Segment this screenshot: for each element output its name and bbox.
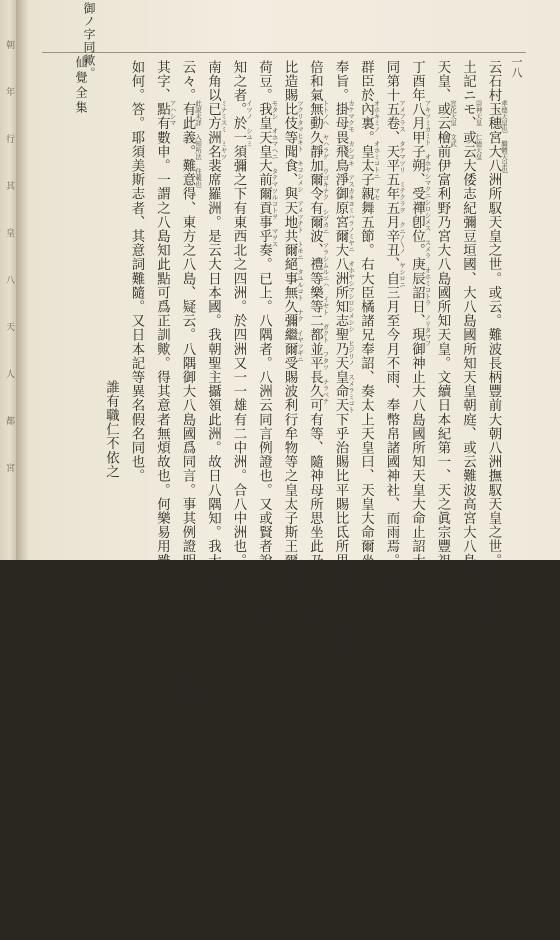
- text-column: [358, 60, 381, 620]
- page-number: 一八: [510, 56, 523, 78]
- text-column: [104, 380, 117, 940]
- text-area: [40, 0, 530, 723]
- text-column: [384, 60, 406, 620]
- text-column: [205, 60, 228, 620]
- column-annotation: トトノヘ ヤハラゲ ウゴキナク シヅカニ アラシムルニハ イヤト ガクト フタツ ナラベテ: [321, 100, 330, 405]
- left-page-glyph: 天: [4, 322, 14, 331]
- left-page-glyph: 人: [4, 369, 14, 378]
- text-column: [130, 60, 143, 620]
- left-page-glyph: 皇: [4, 228, 14, 237]
- column-main-text: 其字、點有數申。一謂之八島知此點可爲正訓歟。得其意者無煩故也。何樂易用雖乎: [154, 60, 170, 582]
- left-page-glyphs: [3, 40, 13, 510]
- column-main-text: 天皇、或云檜前伊富利野乃宮大八島國所知天皇。文續日本紀第一、天之眞宗豐祖父天皇、: [435, 60, 450, 624]
- column-annotation: イツノ シユミ: [245, 100, 253, 147]
- left-page-glyph: 其: [4, 181, 14, 190]
- text-column: [154, 60, 177, 620]
- text-column: [307, 60, 330, 624]
- text-column: [435, 60, 457, 624]
- left-page-glyph: 宮: [4, 463, 14, 472]
- text-column: [409, 60, 432, 639]
- column-main-text: 奉旨。掛母畏飛鳥淨御原宮爾大八洲所知志聖乃天皇命天下乎治賜比平賜比氐所思坐久上下乎齊: [333, 60, 348, 653]
- column-annotation: オホキミノ オホミコトニ マセ: [372, 100, 381, 201]
- column-main-text: 倍和氣無動久靜加爾令有爾波、禮等樂等二都並平長久可有等、隨神母所思坐此乃舞乎始賜: [307, 60, 323, 624]
- left-page-glyph: 朝: [4, 40, 14, 49]
- column-annotation: 宣化天皇 文武: [449, 100, 457, 147]
- column-annotation: ミナミスミ ミヤツ: [219, 100, 228, 160]
- column-annotation: モタシ オホマヘニ タテマツルコトヲ マヲス: [270, 100, 279, 248]
- column-annotation: カケマクモ カシコキ アスカキヨミハラノミヤニ オホヤシマシロシメシシ ヒジリノ スメラミコト: [347, 100, 355, 413]
- text-column: [333, 60, 355, 653]
- column-main-text: 南角以已方洲名裴席羅洲。是云大日本國。我朝聖主攝領此洲。故日八隅知。我大王也: [205, 60, 221, 596]
- text-column: [256, 60, 279, 624]
- column-main-text: 知之者。於一須彌之下有東西北之四洲。於四洲又一一雄有二中洲。合八中洲也。其東: [231, 60, 246, 596]
- text-column: [180, 60, 202, 723]
- running-head: 仙覺全集: [74, 56, 88, 116]
- column-main-text: 云々。有此義。難意得、東方之八島、疑云。八隅御大八島國爲同言。事其例證明之事已畢。今者八隅知之: [180, 60, 195, 723]
- column-main-text: 土記ニモ、或云大倭志紀彌豆垣國、大八島國所知天皇朝庭、或云難波高宮大八島國所知: [460, 60, 476, 610]
- left-page-glyph: 年: [4, 87, 14, 96]
- column-annotation: アキツミカミト オホヤシマクニシロシメス スメラ オホミコトラ ノリタマフ: [423, 100, 432, 347]
- text-column: [231, 60, 253, 620]
- column-annotation: ツクリタマヒキト キコシメシ アメツチト トモニ タユルコト ナク イヤツギニ: [296, 100, 304, 363]
- column-annotation: 此說未詳 入知所法 住載也: [194, 100, 202, 188]
- text-column: [460, 60, 483, 620]
- column-main-text: 云石村玉穗宮大八洲所馭天皇之世。或云。難波長柄豐前大朝八洲撫馭天皇之世。阿波國風: [486, 60, 501, 624]
- text-column: [486, 60, 508, 624]
- previous-page-tail: 御ノ字同歟。: [82, 2, 96, 80]
- column-annotation: アメフラス タテマツリ ミテクラヲ クニ〳〵ノ ヤシロニ: [398, 100, 406, 288]
- column-main-text: 丁酉年八月甲子朔、受禪卽位。庚辰詔日、現御神止大八島國所知天皇大命止詔大命乎云々。: [409, 60, 425, 639]
- column-main-text: 同第十五卷、天平五年五月辛丑、自三月至今月不雨、奉幣帛諸國神社、而雨焉。癸卯、: [384, 60, 399, 610]
- text-column: [282, 60, 304, 639]
- column-main-text: 如何。答。耶須美斯志者、其意詞難隨。又日本記等異名假名同也。: [129, 60, 144, 483]
- column-main-text: 荷豆。我皇天皇大前爾貢事乎奏。已上。八隅者。八洲云同言例證也。又或賢者說云。八隅: [256, 60, 272, 624]
- column-annotation: 孝德天皇也 繼體天皇也: [500, 100, 508, 173]
- column-main-text: 比造賜比伎等聞食、與天地共爾絕事無久彌繼爾受賜波利行牟物等之皇太子斯王爾學志、頂令: [282, 60, 297, 639]
- column-annotation: アハシマ: [168, 100, 177, 126]
- column-main-text: 誰有職仁不依之: [103, 380, 119, 479]
- left-page-glyph: 八: [4, 275, 14, 284]
- column-main-text: 群臣於內裏。皇太子親舞五節。右大臣橘諸兄奉詔、奏太上天皇曰、天皇大命爾坐西: [358, 60, 374, 582]
- left-page-glyph: 行: [4, 134, 14, 143]
- left-page-glyph: 都: [4, 416, 14, 425]
- book-gutter: [16, 0, 30, 560]
- left-page-edge: [0, 0, 17, 560]
- column-annotation: 崇神天皇 仁德天皇: [474, 100, 483, 160]
